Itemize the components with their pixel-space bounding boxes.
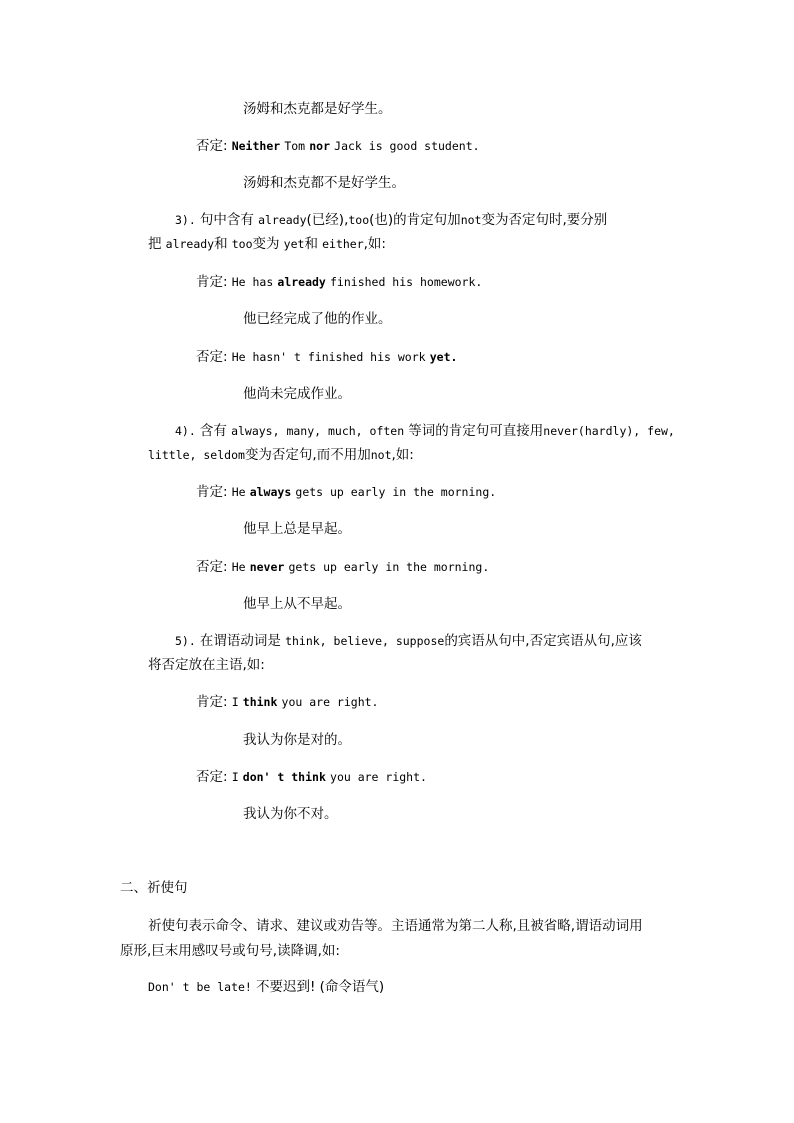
cn-translation: 我认为你是对的。 [243,732,351,748]
rule-5-line-1: 5). 在谓语动词是 think, believe, suppose的宾语从句中,否定宾语从句,应该 [175,633,642,649]
cn-translation: 他尚未完成作业。 [243,386,351,402]
cn-translation: 他早上总是早起。 [243,521,351,537]
negative-example: 否定: He never gets up early in the morning. [196,559,490,575]
cn-translation: 他已经完成了他的作业。 [243,311,392,327]
cn-translation: 汤姆和杰克都不是好学生。 [243,175,405,191]
negative-example: 否定: Neither Tom nor Jack is good student. [196,138,480,154]
rule-4-line-2: little, seldom变为否定句,而不用加not,如: [148,447,414,463]
paragraph-line-2: 原形,巨末用感叹号或句号,读降调,如: [120,943,340,959]
cn-translation: 我认为你不对。 [243,806,338,822]
negative-example: 否定: I don' t think you are right. [196,769,427,785]
rule-4-line-1: 4). 含有 always, many, much, often 等词的肯定句可直接用never(hardly), few, [175,423,675,439]
positive-example: 肯定: I think you are right. [196,694,379,710]
positive-example: 肯定: He has already finished his homework. [196,274,483,290]
section-heading: 二、祈使句 [120,880,188,896]
imperative-example: Don' t be late! 不要迟到! (命令语气) [148,979,385,995]
rule-5-line-2: 将否定放在主语,如: [148,657,265,673]
positive-example: 肯定: He always gets up early in the morning. [196,484,497,500]
cn-translation: 汤姆和杰克都是好学生。 [243,101,392,117]
paragraph-line-1: 祈使句表示命令、请求、建议或劝告等。主语通常为第二人称,且被省略,谓语动词用 [148,918,643,934]
negative-example: 否定: He hasn' t finished his work yet. [196,349,458,365]
rule-3-line-1: 3). 句中含有 already(已经),too(也)的肯定句加not变为否定句时,要分别 [175,212,608,228]
cn-translation: 他早上从不早起。 [243,596,351,612]
rule-3-line-2: 把 already和 too变为 yet和 either,如: [148,236,386,252]
